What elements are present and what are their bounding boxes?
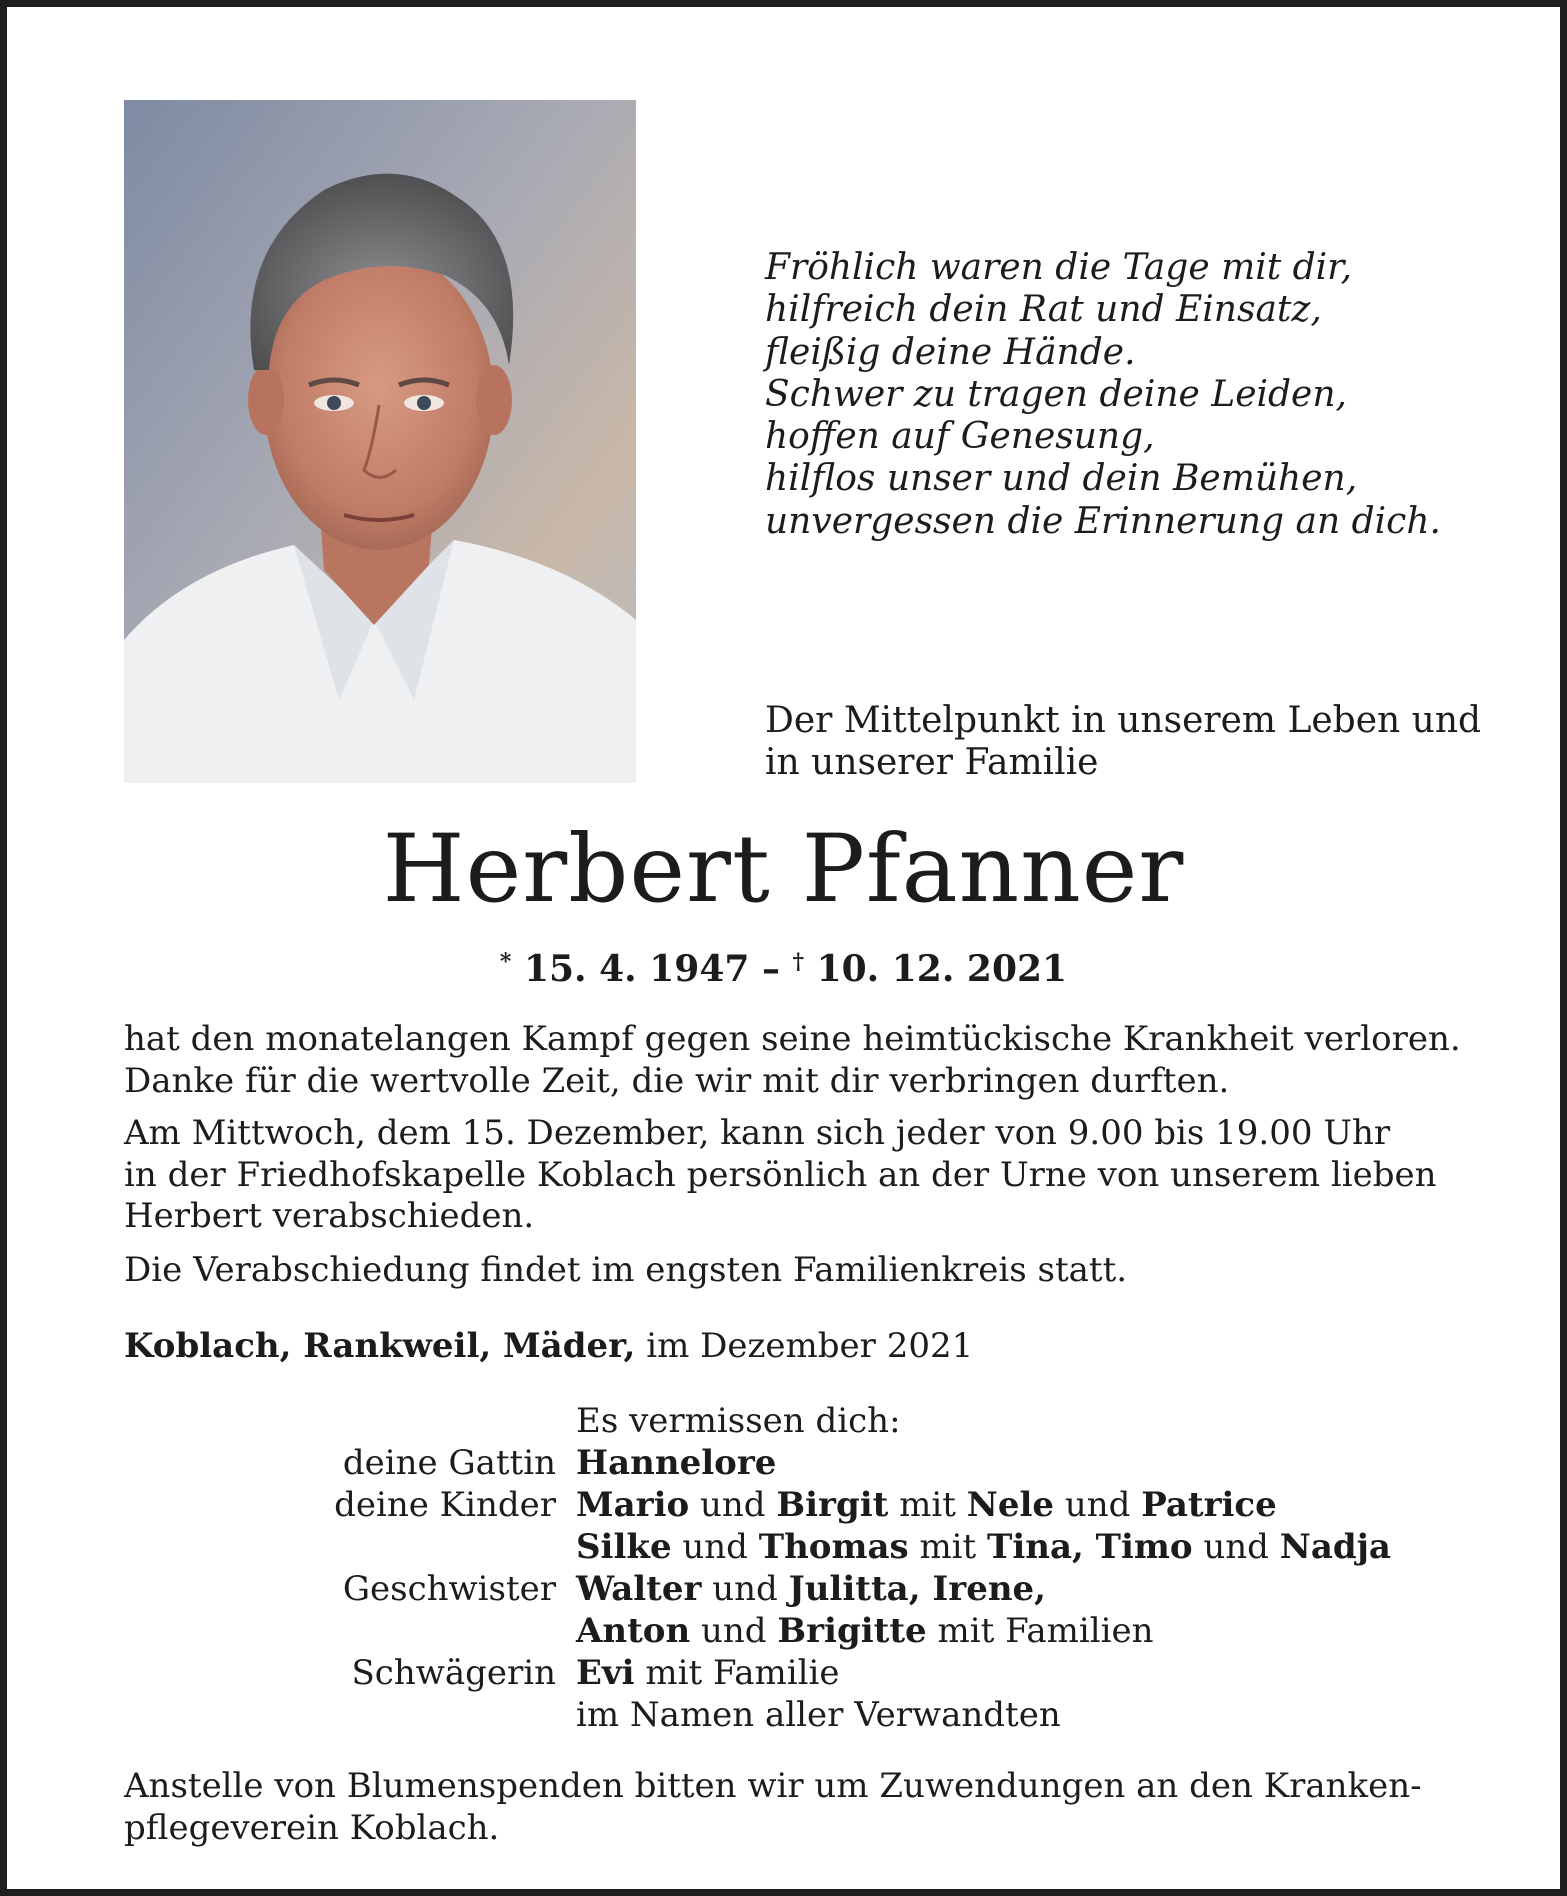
text-line: hat den monatelangen Kampf gegen seine heimtückische Krankheit verloren. <box>124 1019 1461 1059</box>
child-name: Silke <box>576 1527 672 1567</box>
paragraph-2 <box>124 1113 1442 1238</box>
portrait-photo <box>124 100 636 783</box>
connector: mit Familien <box>937 1611 1154 1651</box>
text-line: Danke für die wertvolle Zeit, die wir mit dir verbringen durften. <box>124 1060 1230 1101</box>
death-date: 10. 12. 2021 <box>816 948 1068 990</box>
children-label: deine Kinder <box>334 1485 556 1525</box>
child-name: Thomas <box>758 1527 909 1567</box>
spouse-row <box>124 1442 1474 1484</box>
connector: mit <box>919 1527 977 1567</box>
poem-line: fleißig deine Hände. <box>765 331 1136 373</box>
connector: und <box>700 1485 766 1525</box>
poem-line: hoffen auf Genesung, <box>765 416 1155 458</box>
grandchild-name: Nadja <box>1279 1527 1391 1567</box>
text-line: Am Mittwoch, dem 15. Dezember, kann sich jeder von 9.00 bis 19.00 Uhr <box>124 1113 1391 1153</box>
sibling-name: Walter <box>576 1569 702 1609</box>
connector: mit Familie <box>645 1653 840 1693</box>
sister-in-law-row <box>124 1652 1474 1694</box>
text-line: Anstelle von Blumenspenden bitten wir um Zuwendungen an den Kranken- <box>124 1766 1422 1806</box>
date-text: im Dezember 2021 <box>646 1326 974 1366</box>
siblings-row-2 <box>124 1610 1474 1652</box>
grandchild-name: Nele <box>966 1485 1055 1525</box>
children-row-2 <box>124 1526 1474 1568</box>
paragraph-1 <box>124 1019 1461 1102</box>
place-and-date <box>124 1325 973 1367</box>
connector: und <box>682 1527 748 1567</box>
closing-row <box>124 1694 1474 1736</box>
poem-line: Schwer zu tragen deine Leiden, <box>765 373 1347 415</box>
children-row <box>124 1484 1474 1526</box>
donation-note <box>124 1765 1442 1849</box>
siblings-row <box>124 1568 1474 1610</box>
poem <box>765 247 1485 543</box>
spouse-label: deine Gattin <box>342 1443 556 1483</box>
sister-in-law-label: Schwägerin <box>351 1653 556 1693</box>
child-name: Birgit <box>776 1485 889 1525</box>
survivors-heading: Es vermissen dich: <box>576 1401 901 1441</box>
survivors-heading-row <box>124 1400 1474 1442</box>
intro-line: Der Mittelpunkt in unserem Leben und <box>765 700 1482 741</box>
intro-line: in unserer Familie <box>765 742 1099 783</box>
text-line: in der Friedhofskapelle Koblach persönlich an der Urne von unserem lieben <box>124 1154 1437 1195</box>
birth-date: 15. 4. 1947 <box>523 948 750 990</box>
closing-text: im Namen aller Verwandten <box>576 1695 1061 1735</box>
poem-line: hilfreich dein Rat und Einsatz, <box>765 289 1322 331</box>
text-line: Herbert verabschieden. <box>124 1196 535 1236</box>
connector: und <box>1203 1527 1269 1567</box>
text-line: pflegeverein Koblach. <box>124 1808 500 1848</box>
life-dates <box>0 940 1567 991</box>
grandchild-name: Patrice <box>1141 1485 1277 1525</box>
poem-line: unvergessen die Erinnerung an dich. <box>765 500 1441 542</box>
sibling-name: Julitta, Irene, <box>788 1569 1047 1609</box>
intro-text <box>765 700 1485 784</box>
spouse-name: Hannelore <box>576 1443 777 1483</box>
paragraph-3 <box>124 1250 1442 1292</box>
grandchild-name: Tina, Timo <box>987 1527 1193 1567</box>
birth-symbol: * <box>499 949 512 975</box>
towns: Koblach, Rankweil, Mäder, <box>124 1326 636 1366</box>
survivors-list <box>124 1400 1474 1736</box>
deceased-name: Herbert Pfanner <box>382 815 1185 924</box>
death-symbol: † <box>792 949 805 975</box>
text-line: Die Verabschiedung findet im engsten Familienkreis statt. <box>124 1250 1128 1290</box>
poem-line: Fröhlich waren die Tage mit dir, <box>765 247 1352 288</box>
connector: und <box>1064 1485 1131 1525</box>
siblings-label: Geschwister <box>342 1569 556 1609</box>
sibling-name: Anton <box>576 1611 691 1651</box>
poem-line: hilflos unser und dein Bemühen, <box>765 458 1358 500</box>
child-name: Mario <box>576 1485 690 1525</box>
connector: und <box>712 1569 778 1609</box>
sibling-name: Brigitte <box>777 1611 927 1651</box>
connector: und <box>701 1611 767 1651</box>
connector: mit <box>899 1485 956 1525</box>
sister-in-law-name: Evi <box>576 1653 635 1693</box>
date-dash: – <box>761 948 780 990</box>
